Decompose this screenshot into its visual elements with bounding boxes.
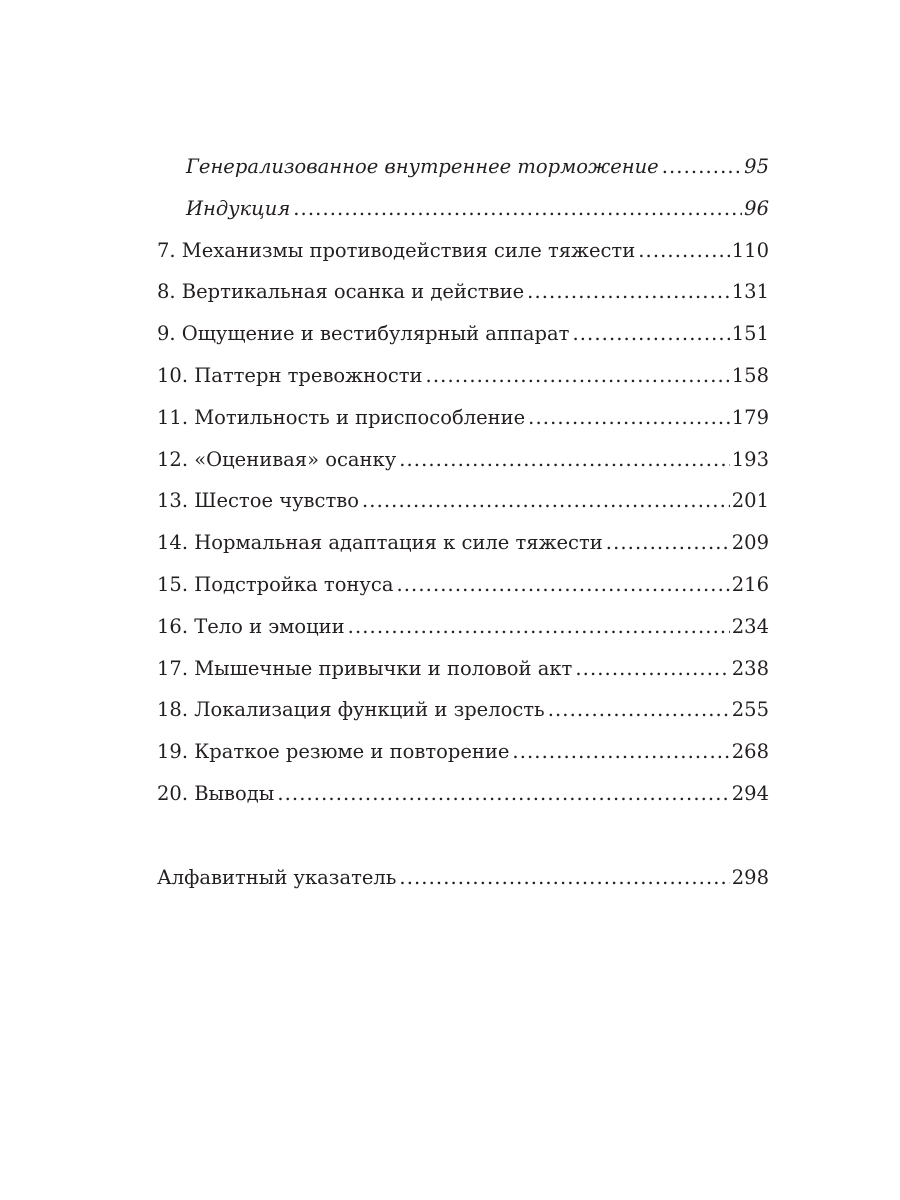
dot-leader xyxy=(638,230,730,272)
dot-leader xyxy=(527,271,730,313)
toc-entry-page: 268 xyxy=(731,740,769,764)
toc-entry-page: 216 xyxy=(731,572,769,596)
toc-entry xyxy=(157,480,769,522)
toc-entry-title: 12. «Оценивая» осанку xyxy=(157,447,397,471)
toc-entry-page: 96 xyxy=(744,196,769,220)
toc-entry-index xyxy=(157,857,769,899)
dot-leader xyxy=(396,564,729,606)
toc-entry xyxy=(157,271,769,313)
dot-leader xyxy=(662,146,742,188)
toc-entry xyxy=(157,606,769,648)
toc-entry xyxy=(157,648,769,690)
toc-entry xyxy=(157,313,769,355)
toc-entry-page: 234 xyxy=(731,614,769,638)
toc-entry-page: 193 xyxy=(731,447,769,471)
toc-entry-title: Генерализованное внутреннее торможение xyxy=(186,155,659,178)
toc-entry-subsection xyxy=(157,188,769,230)
toc-entry-title: 20. Выводы xyxy=(157,781,275,805)
toc-entry-title: 18. Локализация функций и зрелость xyxy=(157,698,545,722)
toc-entry-title: 7. Механизмы противодействия силе тяжести xyxy=(157,238,636,262)
toc-entry-title: 16. Тело и эмоции xyxy=(157,614,345,638)
toc-entry-page: 179 xyxy=(731,405,769,429)
toc-entry xyxy=(157,564,769,606)
toc-entry-title: 17. Мышечные привычки и половой акт xyxy=(157,656,573,680)
dot-leader xyxy=(572,313,729,355)
toc-entry-page: 298 xyxy=(731,865,769,889)
toc-entry-page: 131 xyxy=(731,280,769,304)
toc-entry-subsection xyxy=(157,146,769,188)
dot-leader xyxy=(512,731,729,773)
toc-entry-title: 10. Паттерн тревожности xyxy=(157,363,423,387)
table-of-contents xyxy=(157,146,769,899)
dot-leader xyxy=(426,355,730,397)
toc-entry xyxy=(157,355,769,397)
toc-entry xyxy=(157,230,769,272)
toc-entry-page: 95 xyxy=(744,155,769,178)
dot-leader xyxy=(528,397,730,439)
toc-entry xyxy=(157,731,769,773)
toc-entry xyxy=(157,439,769,481)
toc-entry-title: 13. Шестое чувство xyxy=(157,489,359,513)
toc-entry-title: 19. Краткое резюме и повторение xyxy=(157,740,510,764)
dot-leader xyxy=(293,188,742,230)
dot-leader xyxy=(348,606,730,648)
dot-leader xyxy=(606,522,730,564)
toc-entry-title: 9. Ощущение и вестибулярный аппарат xyxy=(157,322,570,346)
dot-leader xyxy=(277,773,729,815)
toc-entry-title: 8. Вертикальная осанка и действие xyxy=(157,280,525,304)
toc-entry-title: 14. Нормальная адаптация к силе тяжести xyxy=(157,531,603,555)
toc-entry-page: 255 xyxy=(731,698,769,722)
toc-entry-title: Индукция xyxy=(186,196,291,220)
dot-leader xyxy=(575,648,729,690)
toc-entry xyxy=(157,773,769,815)
toc-entry-page: 151 xyxy=(731,322,769,346)
toc-entry xyxy=(157,397,769,439)
toc-entry-title: 15. Подстройка тонуса xyxy=(157,572,394,596)
dot-leader xyxy=(362,480,730,522)
toc-entry-page: 201 xyxy=(731,489,769,513)
toc-entry-page: 110 xyxy=(731,238,769,262)
dot-leader xyxy=(399,439,730,481)
toc-entry-title: Алфавитный указатель xyxy=(157,865,397,889)
toc-entry-page: 238 xyxy=(731,656,769,680)
dot-leader xyxy=(399,857,729,899)
toc-entry-page: 294 xyxy=(731,781,769,805)
toc-entry-page: 209 xyxy=(731,531,769,555)
dot-leader xyxy=(548,689,730,731)
toc-entry xyxy=(157,689,769,731)
toc-entry xyxy=(157,522,769,564)
toc-entry-title: 11. Мотильность и приспособление xyxy=(157,405,526,429)
toc-entry-page: 158 xyxy=(731,363,769,387)
